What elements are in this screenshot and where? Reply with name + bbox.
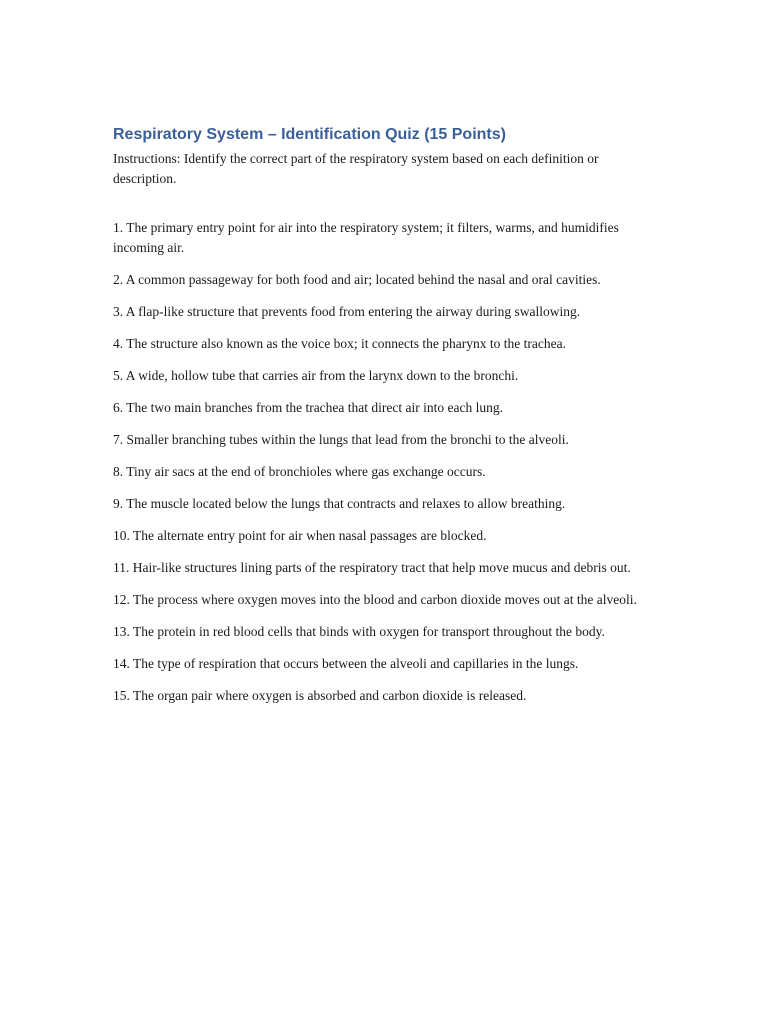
question-item: 4. The structure also known as the voice box; it connects the pharynx to the trachea. bbox=[113, 335, 566, 351]
question-item: 7. Smaller branching tubes within the lungs that lead from the bronchi to the alveoli. bbox=[113, 431, 569, 447]
question-item: 2. A common passageway for both food and air; located behind the nasal and oral cavities. bbox=[113, 271, 601, 287]
quiz-title: Respiratory System – Identification Quiz (15 Points) bbox=[113, 126, 506, 143]
quiz-instructions: Instructions: Identify the correct part of the respiratory system based on each definition or description. bbox=[113, 151, 599, 186]
question-item: 15. The organ pair where oxygen is absorbed and carbon dioxide is released. bbox=[113, 687, 527, 703]
question-item: 9. The muscle located below the lungs that contracts and relaxes to allow breathing. bbox=[113, 495, 566, 511]
question-item: 11. Hair-like structures lining parts of the respiratory tract that help move mucus and debris out. bbox=[113, 559, 631, 575]
question-item: 3. A flap-like structure that prevents food from entering the airway during swallowing. bbox=[113, 303, 581, 319]
question-item: 14. The type of respiration that occurs between the alveoli and capillaries in the lungs. bbox=[113, 655, 579, 671]
question-item: 6. The two main branches from the trachea that direct air into each lung. bbox=[113, 399, 503, 415]
question-list bbox=[113, 218, 658, 705]
question-item: 10. The alternate entry point for air when nasal passages are blocked. bbox=[113, 527, 487, 543]
question-item: 13. The protein in red blood cells that binds with oxygen for transport throughout the body. bbox=[113, 623, 605, 639]
question-item: 8. Tiny air sacs at the end of bronchioles where gas exchange occurs. bbox=[113, 463, 486, 479]
question-item: 1. The primary entry point for air into the respiratory system; it filters, warms, and humidifies incoming air. bbox=[113, 220, 619, 255]
document-body bbox=[113, 124, 658, 718]
question-item: 5. A wide, hollow tube that carries air from the larynx down to the bronchi. bbox=[113, 367, 519, 383]
question-item: 12. The process where oxygen moves into the blood and carbon dioxide moves out at the alveoli. bbox=[113, 591, 637, 607]
